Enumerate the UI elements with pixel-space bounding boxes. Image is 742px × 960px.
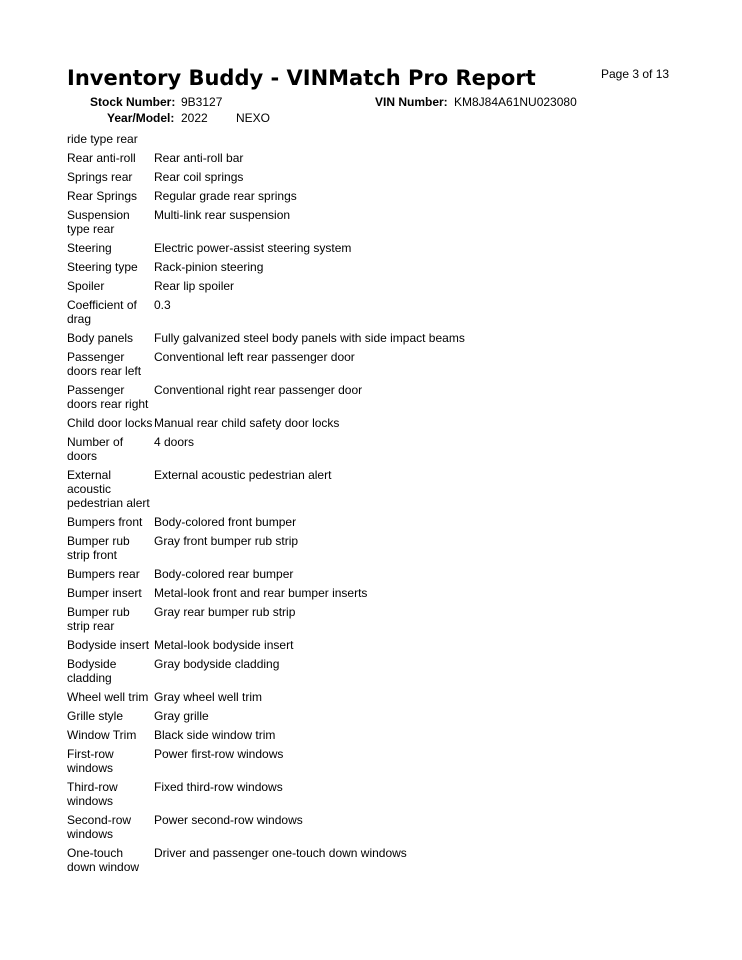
spec-label: Window Trim [67, 728, 137, 742]
model-value: NEXO [236, 111, 271, 125]
spec-value: Body-colored front bumper [154, 515, 297, 529]
spec-label: Child door locks [67, 416, 153, 430]
spec-value: Black side window trim [154, 728, 276, 742]
spec-row [67, 383, 667, 416]
spec-value: Rack-pinion steering [154, 260, 264, 274]
spec-row [67, 132, 667, 151]
spec-label: Bumper rub strip rear [67, 605, 130, 633]
spec-row [67, 468, 667, 515]
spec-label: Steering type [67, 260, 138, 274]
spec-row [67, 151, 667, 170]
spec-value [154, 132, 667, 151]
spec-value: Gray rear bumper rub strip [154, 605, 296, 619]
spec-label: First-row windows [67, 747, 114, 775]
spec-value: 4 doors [154, 435, 195, 449]
spec-row [67, 298, 667, 331]
spec-value: Body-colored rear bumper [154, 567, 294, 581]
spec-row [67, 638, 667, 657]
spec-value: Gray bodyside cladding [154, 657, 280, 671]
spec-row [67, 657, 667, 690]
spec-label: Rear Springs [67, 189, 138, 203]
spec-row [67, 586, 667, 605]
vin-label: VIN Number: [375, 95, 448, 109]
spec-value: Conventional right rear passenger door [154, 383, 363, 397]
spec-value: Fully galvanized steel body panels with side impact beams [154, 331, 465, 345]
spec-row [67, 605, 667, 638]
spec-row [67, 241, 667, 260]
spec-label: Second-row windows [67, 813, 132, 841]
spec-label: External acoustic pedestrian alert [67, 468, 150, 510]
spec-row [67, 350, 667, 383]
year-model-label: Year/Model: [107, 111, 175, 125]
spec-value: Electric power-assist steering system [154, 241, 352, 255]
spec-label: Bodyside cladding [67, 657, 117, 685]
spec-value: External acoustic pedestrian alert [154, 468, 332, 482]
spec-row [67, 435, 667, 468]
spec-row [67, 813, 667, 846]
spec-row [67, 728, 667, 747]
spec-value: Driver and passenger one-touch down windows [154, 846, 407, 860]
spec-row [67, 189, 667, 208]
spec-label: Grille style [67, 709, 124, 723]
spec-table-body [67, 132, 667, 879]
vin-value: KM8J84A61NU023080 [454, 95, 577, 109]
spec-row [67, 331, 667, 350]
spec-row [67, 567, 667, 586]
spec-value: Fixed third-row windows [154, 780, 283, 794]
spec-value: Gray grille [154, 709, 209, 723]
spec-label: Bumper insert [67, 586, 142, 600]
spec-label: One-touch down window [67, 846, 140, 874]
spec-value: Gray wheel well trim [154, 690, 263, 704]
spec-label: Body panels [67, 331, 134, 345]
spec-label: Rear anti-roll [67, 151, 136, 165]
spec-label: Number of doors [67, 435, 124, 463]
spec-row [67, 170, 667, 189]
spec-label: ride type rear [67, 132, 138, 146]
spec-row [67, 747, 667, 780]
spec-row [67, 515, 667, 534]
page-number: Page 3 of 13 [601, 67, 670, 81]
spec-row [67, 279, 667, 298]
spec-value: Power second-row windows [154, 813, 303, 827]
spec-label: Springs rear [67, 170, 133, 184]
spec-value: Power first-row windows [154, 747, 284, 761]
spec-label: Bumpers front [67, 515, 143, 529]
spec-value: Conventional left rear passenger door [154, 350, 355, 364]
spec-row [67, 846, 667, 879]
spec-table [67, 132, 667, 879]
stock-number-value: 9B3127 [181, 95, 223, 109]
spec-label: Wheel well trim [67, 690, 149, 704]
spec-label: Steering [67, 241, 112, 255]
spec-row [67, 690, 667, 709]
spec-row [67, 780, 667, 813]
spec-row [67, 534, 667, 567]
spec-label: Passenger doors rear left [67, 350, 142, 378]
spec-value: Rear anti-roll bar [154, 151, 244, 165]
spec-row [67, 709, 667, 728]
spec-row [67, 208, 667, 241]
spec-value: Regular grade rear springs [154, 189, 297, 203]
year-value: 2022 [181, 111, 208, 125]
spec-label: Bumper rub strip front [67, 534, 130, 562]
spec-value: Manual rear child safety door locks [154, 416, 340, 430]
spec-value: Multi-link rear suspension [154, 208, 291, 222]
spec-label: Suspension type rear [67, 208, 130, 236]
spec-value: Metal-look front and rear bumper inserts [154, 586, 368, 600]
spec-label: Spoiler [67, 279, 105, 293]
spec-value: Rear lip spoiler [154, 279, 235, 293]
spec-label: Coefficient of drag [67, 298, 137, 326]
spec-row [67, 416, 667, 435]
spec-row [67, 260, 667, 279]
spec-label: Bodyside insert [67, 638, 150, 652]
spec-value: 0.3 [154, 298, 171, 312]
spec-label: Passenger doors rear right [67, 383, 149, 411]
spec-value: Metal-look bodyside insert [154, 638, 294, 652]
spec-label: Bumpers rear [67, 567, 140, 581]
spec-value: Rear coil springs [154, 170, 244, 184]
stock-number-label: Stock Number: [90, 95, 176, 109]
spec-label: Third-row windows [67, 780, 118, 808]
spec-value: Gray front bumper rub strip [154, 534, 299, 548]
report-title: Inventory Buddy - VINMatch Pro Report [67, 66, 536, 90]
